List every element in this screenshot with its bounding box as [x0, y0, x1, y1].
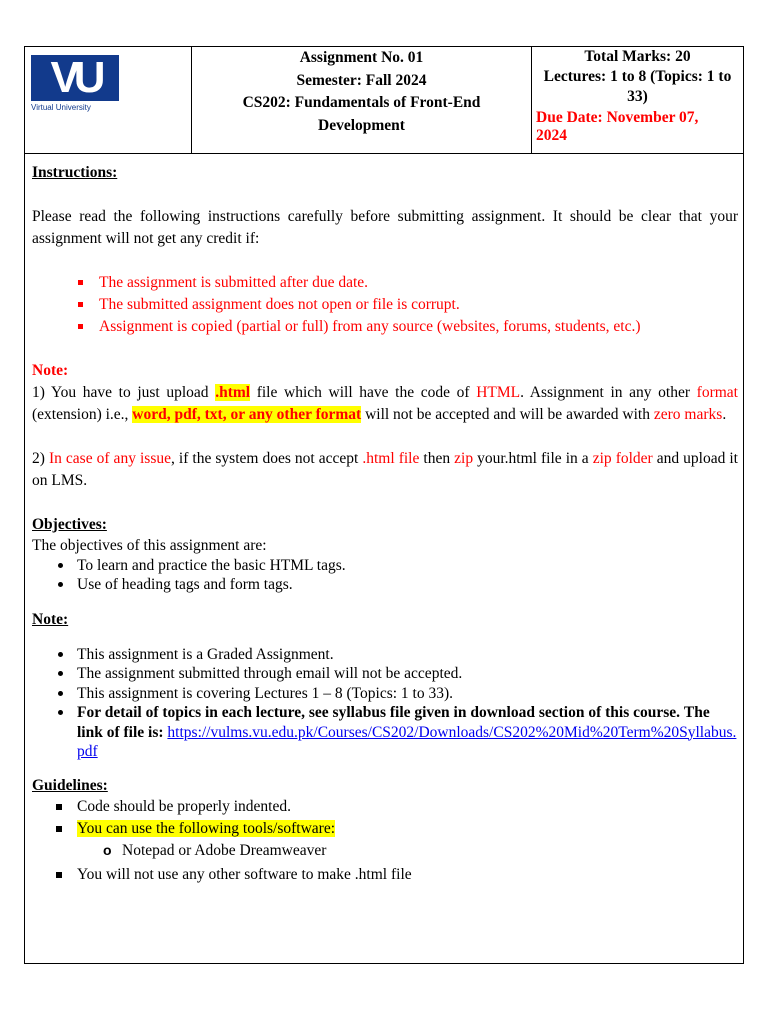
total-marks: Total Marks: 20 [584, 48, 691, 65]
text-span: file which will have the code of [250, 384, 477, 401]
text-span: , if the system does not accept [170, 450, 363, 467]
text-span: .html file [362, 450, 420, 467]
text-span: zip [454, 450, 474, 467]
text-span: 2) [32, 450, 49, 467]
assignment-number: Assignment No. 01 [299, 49, 424, 66]
list-item: The submitted assignment does not open or file is corrupt. [32, 294, 738, 316]
guidelines-list [32, 796, 738, 840]
text-span: . [722, 406, 727, 423]
text-span: format [696, 384, 738, 401]
objectives-intro: The objectives of this assignment are: [32, 537, 267, 554]
objectives-list [32, 556, 738, 595]
due-date [536, 109, 739, 145]
tools-sublist [32, 840, 738, 862]
note-paragraph-1 [32, 382, 738, 426]
vu-logo-letters: VU [50, 53, 100, 102]
semester: Semester: Fall 2024 [296, 71, 427, 89]
instructions-heading: Instructions: [32, 164, 118, 181]
logo-cell [25, 47, 192, 153]
list-item: This assignment is a Graded Assignment. [32, 645, 738, 665]
text-span: zero marks [653, 406, 723, 423]
list-item: o Notepad or Adobe Dreamweaver [32, 840, 738, 862]
text-span: (extension) i.e., [32, 406, 133, 423]
list-item: The assignment submitted through email will not be accepted. [32, 664, 738, 684]
list-item: To learn and practice the basic HTML tags. [32, 556, 738, 576]
list-item: Use of heading tags and form tags. [32, 575, 738, 595]
note-paragraph-2 [32, 448, 738, 492]
due-date-line1: Due Date: November 07, [536, 109, 699, 126]
list-item: Assignment is copied (partial or full) from any source (websites, forums, students, etc.) [32, 316, 738, 338]
text-span: In case of any issue [48, 450, 171, 467]
header-table [25, 47, 743, 154]
list-item: Code should be properly indented. [32, 796, 738, 818]
list-item: You will not use any other software to make .html file [32, 864, 738, 886]
marks-cell [532, 47, 743, 153]
syllabus-link[interactable]: https://vulms.vu.edu.pk/Courses/CS202/Downloads/CS202%20Mid%20Term%20Syllabus.pdf [77, 723, 737, 760]
note2-list [32, 645, 738, 762]
list-item: This assignment is covering Lectures 1 – 8 (Topics: 1 to 33). [32, 684, 738, 704]
note2-heading: Note: [32, 610, 69, 628]
text-span: . Assignment in any other [520, 384, 697, 401]
text-span: will not be accepted and will be awarded with [361, 406, 654, 423]
assignment-frame [24, 46, 744, 964]
syllabus-note: For detail of topics in each lecture, see syllabus file given in download section of this course. [77, 704, 681, 721]
text-span: your.html file in a [473, 450, 593, 467]
link-label: The link of file is: [77, 704, 710, 741]
course-title-line1: CS202: Fundamentals of Front-End [242, 94, 481, 111]
text-span: 1) You have to just upload [32, 384, 216, 401]
tools-highlight: You can use the following tools/software: [77, 819, 336, 837]
html-extension-highlight: .html [215, 384, 251, 401]
list-item [32, 703, 738, 762]
objectives-heading: Objectives: [32, 516, 107, 533]
guidelines-heading: Guidelines: [32, 776, 108, 794]
lectures-line2: 33) [627, 88, 648, 105]
formats-highlight: word, pdf, txt, or any other format [132, 406, 362, 423]
note-heading: Note: [32, 362, 69, 379]
document-body [32, 162, 738, 886]
list-item [32, 818, 738, 840]
instructions-intro: Please read the following instructions carefully before submitting assignment. It should be clear that your assignment will not get any credit if: [32, 208, 738, 247]
text-span: then [419, 450, 455, 467]
guidelines-list-2 [32, 864, 738, 886]
instructions-list [32, 272, 738, 338]
vu-logo-name: Virtual University [31, 103, 91, 112]
list-item: The assignment is submitted after due date. [32, 272, 738, 294]
due-date-line2: 2024 [536, 127, 567, 144]
course-title-line2: Development [318, 116, 405, 134]
text-span: and upload it on LMS. [32, 450, 738, 489]
text-span: HTML [476, 384, 521, 401]
lectures-line1: Lectures: 1 to 8 (Topics: 1 to [543, 68, 732, 85]
vu-logo [31, 55, 119, 113]
text-span: zip folder [592, 450, 653, 467]
title-cell [192, 47, 532, 153]
